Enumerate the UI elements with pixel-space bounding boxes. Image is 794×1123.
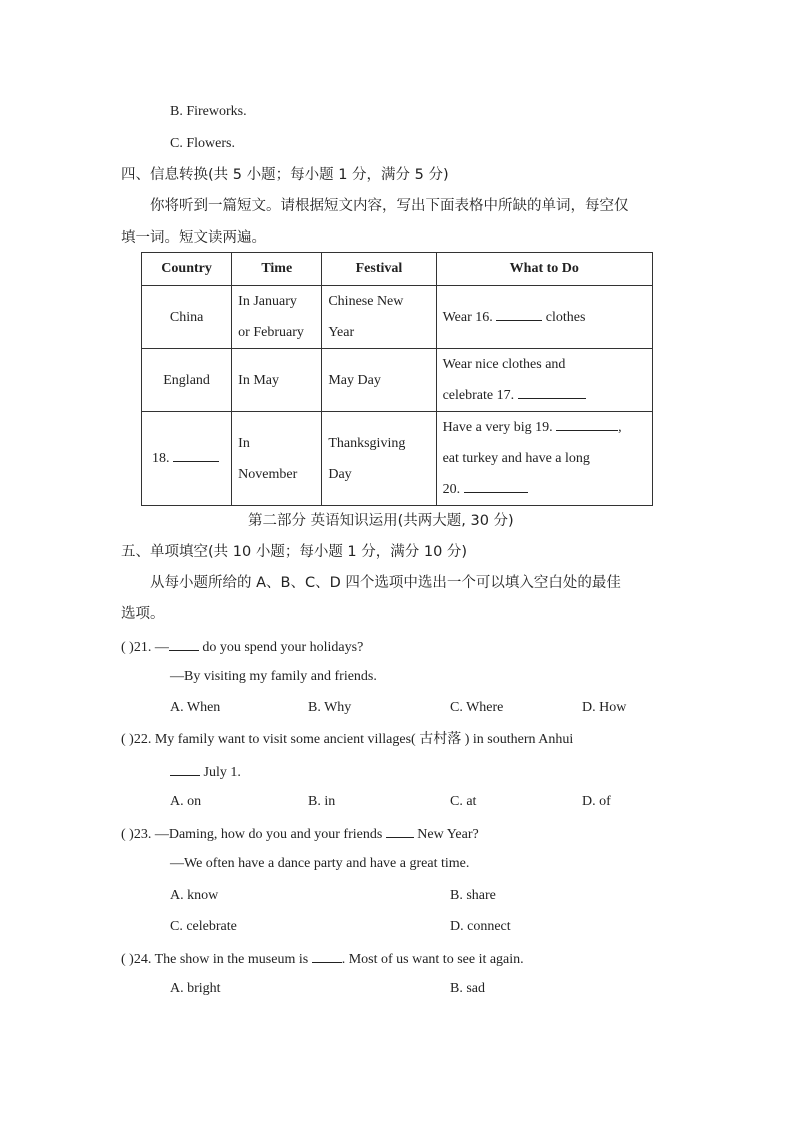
question-number[interactable]: ( )22. (121, 732, 152, 747)
time-line: In (238, 435, 250, 451)
stem-blank (312, 948, 342, 963)
answer-blank-16[interactable] (496, 306, 542, 321)
option-d[interactable]: D. How (582, 700, 627, 715)
table-row (142, 286, 653, 349)
stem-blank (386, 823, 414, 838)
option-a[interactable]: A. When (170, 700, 221, 715)
time-line: or February (238, 325, 304, 340)
question-number[interactable]: ( )23. (121, 827, 152, 842)
cell-festival (322, 286, 436, 349)
todo-text: Wear 16. (442, 309, 493, 325)
answer-blank-19[interactable] (556, 416, 618, 431)
section4-instruction-2: 填一词。短文读两遍。 (121, 230, 266, 246)
option-b[interactable]: B. sad (450, 981, 485, 996)
todo-line: eat turkey and have a long (442, 451, 590, 466)
section5-instruction-2: 选项。 (121, 606, 165, 622)
header-time: Time (232, 253, 322, 286)
table-row (142, 412, 653, 506)
cell-country: China (142, 286, 232, 349)
stem-blank (169, 636, 199, 651)
question-23-reply: —We often have a dance party and have a great time. (170, 856, 470, 871)
festival-line: Year (328, 325, 355, 340)
todo-line (443, 412, 646, 443)
question-22 (121, 730, 573, 750)
header-what-to-do: What to Do (436, 253, 652, 286)
header-country: Country (142, 253, 232, 286)
festival-line: Day (328, 466, 352, 482)
cell-time (232, 286, 322, 349)
cell-what-to-do (436, 349, 652, 412)
option-c[interactable]: C. Where (450, 700, 504, 715)
table-header-row (142, 253, 653, 286)
option-b[interactable]: B. Why (308, 700, 352, 715)
section5-title: 五、单项填空(共 10 小题；每小题 1 分，满分 10 分) (121, 544, 468, 560)
cell-festival (322, 412, 436, 506)
question-stem: — (154, 640, 169, 655)
todo-text: Have a very big 19. (442, 420, 553, 435)
cell-festival: May Day (322, 349, 436, 412)
info-table (141, 252, 653, 506)
question-stem: My family want to visit some ancient villages( 古村落 ) in southern Anhui (154, 732, 574, 747)
option-b[interactable]: B. in (308, 794, 336, 809)
option-b[interactable]: B. share (450, 888, 496, 903)
option-c[interactable]: C. at (450, 794, 477, 809)
festival-line: Chinese New (328, 294, 404, 309)
prev-option-b: B. Fireworks. (170, 104, 247, 119)
question-number[interactable]: ( )21. (121, 640, 152, 655)
answer-blank-20[interactable] (464, 478, 528, 493)
option-a[interactable]: A. know (170, 888, 219, 903)
question-stem: —Daming, how do you and your friends (154, 827, 383, 842)
cell-country (142, 412, 232, 506)
question-stem: The show in the museum is (154, 952, 309, 967)
answer-blank-17[interactable] (518, 384, 586, 399)
todo-line (443, 380, 646, 411)
section4-instruction-1: 你将听到一篇短文。请根据短文内容，写出下面表格中所缺的单词，每空仅 (150, 198, 629, 214)
option-c[interactable]: C. celebrate (170, 919, 237, 934)
cell-time (232, 412, 322, 506)
todo-text: , (618, 420, 622, 435)
answer-blank-18[interactable] (173, 447, 219, 462)
cell-what-to-do (436, 412, 652, 506)
question-stem: do you spend your holidays? (202, 640, 364, 655)
stem-blank (170, 761, 200, 776)
option-d[interactable]: D. connect (450, 919, 511, 934)
question-number[interactable]: ( )24. (121, 952, 152, 967)
todo-text: celebrate 17. (442, 388, 515, 403)
question-22-line2 (170, 761, 241, 783)
option-a[interactable]: A. on (170, 794, 202, 809)
question-24 (121, 948, 524, 970)
question-stem: . Most of us want to see it again. (341, 952, 524, 967)
section4-title: 四、信息转换(共 5 小题；每小题 1 分，满分 5 分) (121, 167, 449, 183)
section5-instruction-1: 从每小题所给的 A、B、C、D 四个选项中选出一个可以填入空白处的最佳 (150, 575, 621, 591)
time-line: November (238, 466, 298, 482)
todo-text: clothes (545, 309, 586, 325)
cell-country: England (142, 349, 232, 412)
question-21 (121, 636, 363, 658)
question-21-reply: —By visiting my family and friends. (170, 669, 377, 684)
question-stem: New Year? (417, 827, 479, 842)
cell-what-to-do (436, 286, 652, 349)
question-23 (121, 823, 479, 845)
todo-line: Wear nice clothes and (442, 357, 566, 372)
question-stem: July 1. (203, 765, 241, 780)
option-d[interactable]: D. of (582, 794, 611, 809)
header-festival: Festival (322, 253, 436, 286)
todo-text: 20. (442, 482, 461, 497)
part2-title: 第二部分 英语知识运用(共两大题, 30 分) (248, 513, 514, 529)
table-row (142, 349, 653, 412)
country-text: 18. (152, 451, 170, 466)
time-line: In January (238, 294, 297, 309)
option-a[interactable]: A. bright (170, 981, 221, 996)
festival-line: Thanksgiving (328, 435, 406, 451)
cell-time: In May (232, 349, 322, 412)
prev-option-c: C. Flowers. (170, 136, 235, 151)
todo-line (443, 474, 646, 505)
